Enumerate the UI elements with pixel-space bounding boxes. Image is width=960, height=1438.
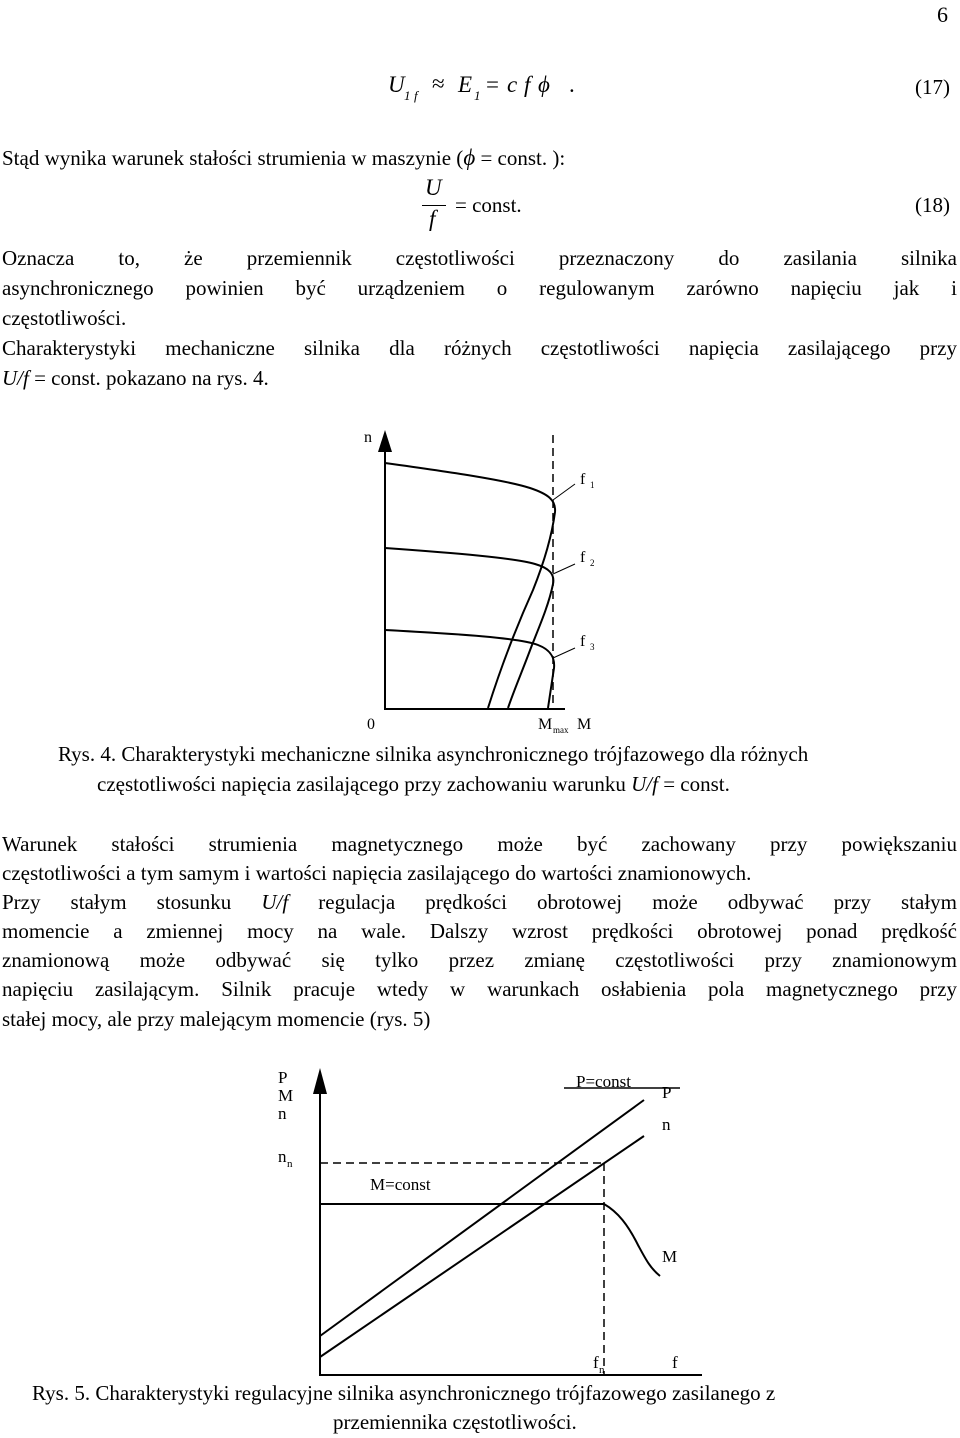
fig4-y-arrow: [378, 430, 392, 452]
eq18-denominator: f: [429, 206, 436, 231]
fig4-caption-line-1: Rys. 4. Charakterystyki mechaniczne silnika asynchronicznego trójfazowego dla różnych: [58, 742, 809, 766]
fig4-f1-label: f: [580, 471, 586, 488]
fig5-y-arrow: [313, 1068, 327, 1094]
fig4-zero-label: 0: [367, 716, 375, 733]
p1-line-4: Charakterystyki mechaniczne silnika dla różnych częstotliwości napięcia zasilającego przy: [2, 336, 957, 360]
p2-line-3-post: regulacja prędkości obrotowej może odbywać przy stałym: [288, 890, 957, 914]
fig5-n-line: [320, 1136, 644, 1357]
fig5-p-const-label: P=const: [576, 1072, 631, 1091]
eq18-rhs: = const.: [455, 193, 522, 217]
fig5-nn-sub: n: [287, 1158, 293, 1170]
eq17-E: E: [458, 72, 473, 97]
p1-line-5-rest: = const. pokazano na rys. 4.: [28, 366, 269, 390]
fig4-f3-leader: [553, 648, 575, 658]
fig4-curve-f1: [385, 463, 555, 708]
figure-4: [0, 415, 960, 745]
fig5-axis-n: n: [278, 1104, 287, 1123]
fig4-caption-uf: U/f: [631, 772, 658, 796]
fig4-f1-sub: 1: [590, 480, 595, 490]
fig5-axis-m: M: [278, 1086, 294, 1105]
fig4-curve-f2: [385, 548, 553, 708]
p1-uf: U/f: [2, 366, 29, 390]
fig4-mmax-label: M: [538, 716, 553, 733]
fig4-n-label: n: [364, 429, 372, 446]
page-number: 6: [937, 2, 948, 27]
eq17-E-sub: 1: [474, 88, 481, 103]
fig4-f3-sub: 3: [590, 642, 595, 652]
fig5-m-const-label: M=const: [370, 1175, 431, 1194]
fig4-f2-leader: [553, 564, 575, 574]
fig5-right-n: n: [662, 1115, 671, 1134]
fig5-right-m: M: [662, 1247, 678, 1266]
eq17-approx: ≈: [432, 71, 445, 96]
p1-line-5: [2, 363, 269, 393]
fig4-f3-label: f: [580, 633, 586, 650]
fig4-f2-sub: 2: [590, 558, 595, 568]
eq17-number: (17): [915, 75, 950, 99]
eq17-equals: =: [486, 72, 499, 97]
fig4-f1-leader: [553, 484, 575, 500]
figure-5: [0, 1055, 960, 1385]
p2-line-4: momencie a zmiennej mocy na wale. Dalszy wzrost prędkości obrotowej ponad prędkość: [2, 919, 957, 943]
stad-text: Stąd wynika warunek stałości strumienia w maszynie (: [2, 146, 464, 170]
eq17-dot: .: [569, 72, 575, 97]
eq18-number: (18): [915, 193, 950, 217]
fig4-m-label: M: [577, 716, 592, 733]
p2-line-3: [2, 887, 957, 917]
fig5-m-curve: [604, 1204, 660, 1276]
fig5-fn-sub: n: [599, 1364, 605, 1376]
fig4-f2-label: f: [580, 549, 586, 566]
eq17-sub-f: f: [414, 88, 418, 103]
fig5-right-p: P: [662, 1083, 672, 1102]
stad-line: [2, 143, 565, 173]
p2-line-6: napięciu zasilającym. Silnik pracuje wtedy w warunkach osłabienia pola magnetycznego przy: [2, 977, 957, 1001]
fig4-caption-post: = const.: [657, 772, 730, 796]
fig4-caption-line-2: [97, 769, 730, 799]
eq18-numerator: U: [425, 175, 442, 200]
stad-phi: ϕ: [463, 145, 476, 170]
p2-uf: U/f: [261, 890, 289, 914]
p2-line-7: stałej mocy, ale przy malejącym momencie (rys. 5): [2, 1007, 431, 1031]
fig4-caption-pre: częstotliwości napięcia zasilającego przy zachowaniu warunku: [97, 772, 632, 796]
p1-line-2: asynchronicznego powinien być urządzeniem o regulowanym zarówno napięciu jak i: [2, 276, 957, 300]
eq17-phi: ϕ: [538, 72, 550, 97]
p2-line-2: częstotliwości a tym samym i wartości napięcia zasilającego do wartości znamionowych.: [2, 861, 752, 885]
fig5-caption-line-1: Rys. 5. Charakterystyki regulacyjne silnika asynchronicznego trójfazowego zasilanego z: [32, 1381, 776, 1405]
fig5-fn-label: f: [593, 1353, 599, 1372]
fig4-mmax-sub: max: [553, 725, 569, 735]
fig4-curve-f3: [385, 630, 554, 708]
eq17-sub-1: 1: [404, 88, 411, 103]
fig5-p-line: [320, 1100, 644, 1336]
p1-line-1: Oznacza to, że przemiennik częstotliwości przeznaczony do zasilania silnika: [2, 246, 957, 270]
eq17-U: U: [388, 72, 405, 97]
eq17-c: c: [507, 72, 518, 97]
fig5-nn-label: n: [278, 1147, 287, 1166]
stad-tail: = const. ):: [475, 146, 566, 170]
fig5-f-label: f: [672, 1353, 678, 1372]
p2-line-5: znamionową może odbywać się tylko przez zmianę częstotliwości przy znamionowym: [2, 948, 957, 972]
p2-line-3-pre: Przy stałym stosunku: [2, 890, 262, 914]
fig5-caption-line-2: przemiennika częstotliwości.: [333, 1410, 577, 1434]
p2-line-1: Warunek stałości strumienia magnetycznego może być zachowany przy powiększaniu: [2, 832, 957, 856]
eq17-f: f: [524, 72, 531, 97]
fig5-axis-p: P: [278, 1068, 288, 1087]
p1-line-3: częstotliwości.: [2, 306, 127, 330]
